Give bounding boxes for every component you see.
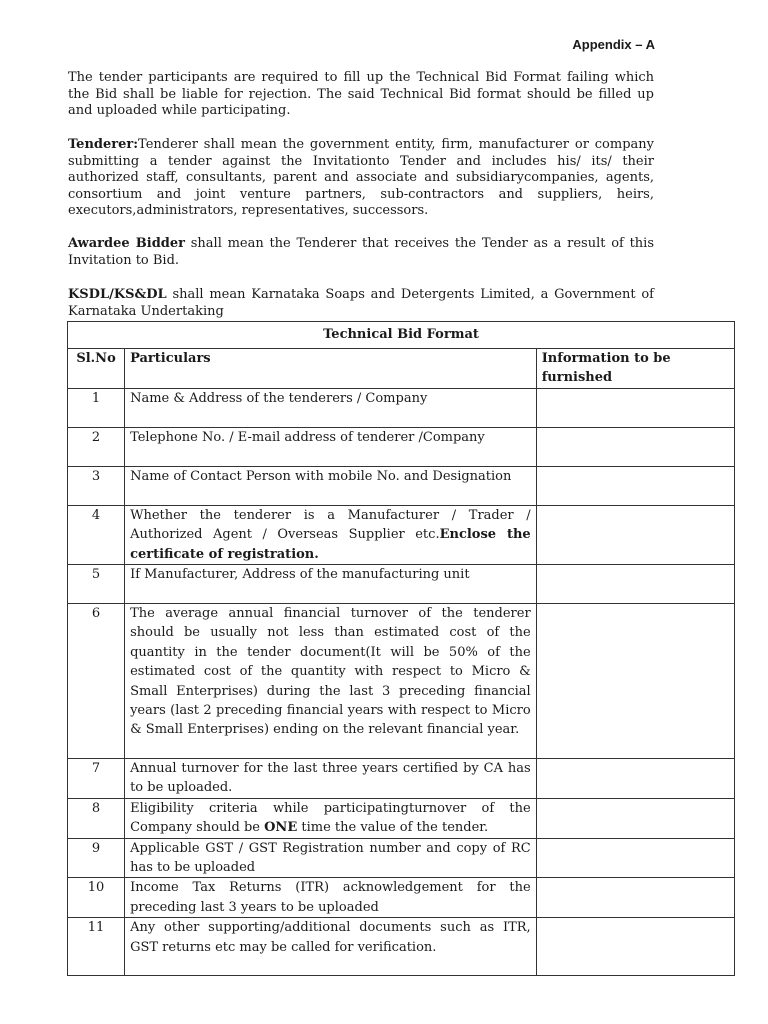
appendix-label: Appendix – A: [572, 37, 655, 52]
intro-paragraph: The tender participants are required to fill up the Technical Bid Format failing which the Bid shall be liable for rejection. The said Technical Bid format should be filled up and uploaded while participating.: [68, 70, 654, 119]
ksdl-text: shall mean Karnataka Soaps and Detergents Limited, a Government of Karnataka Undertaking: [68, 287, 654, 319]
row-particulars: [125, 427, 537, 466]
row-sl-no: 6: [68, 604, 125, 759]
table-row: [68, 388, 735, 427]
row-particulars: [125, 466, 537, 505]
row-particulars: [125, 505, 537, 564]
row-information-cell[interactable]: [536, 427, 734, 466]
row-particulars-text: Whether the tenderer is a Manufacturer / Trader / Authorized Agent / Overseas Supplier etc.: [130, 507, 531, 543]
row-information-cell[interactable]: [536, 565, 734, 604]
row-particulars-emphasis: Enclose the certificate of registration.: [130, 527, 531, 562]
row-sl-no: 1: [68, 388, 125, 427]
row-particulars-text: The average annual financial turnover of the tenderer should be usually not less than estimated cost of the quantity in the tender document(It will be 50% of the estimated cost of the quantity with respect to Micro & Small Enterprises) during the last 3 preceding financial years (last 2 preceding financial years with respect to Micro & Small Enterprises) ending on the relevant financial year.: [130, 606, 531, 738]
table-row: [68, 427, 735, 466]
tenderer-definition: [68, 137, 654, 220]
row-information-cell[interactable]: [536, 505, 734, 564]
header-particulars: Particulars: [125, 349, 537, 389]
table-row: [68, 466, 735, 505]
header-information: Information to be furnished: [536, 349, 734, 389]
row-particulars: [125, 565, 537, 604]
row-particulars-text: Any other supporting/additional documents such as ITR, GST returns etc may be called for verification.: [130, 920, 531, 955]
row-particulars: [125, 759, 537, 799]
row-information-cell[interactable]: [536, 878, 734, 918]
ksdl-definition: [68, 287, 654, 320]
table-row: [68, 604, 735, 759]
row-particulars-text: Annual turnover for the last three years certified by CA has to be uploaded.: [130, 761, 531, 796]
row-sl-no: 4: [68, 505, 125, 564]
row-information-cell[interactable]: [536, 604, 734, 759]
row-sl-no: 10: [68, 878, 125, 918]
table-body: [68, 388, 735, 975]
tenderer-term: Tenderer:: [68, 137, 139, 152]
row-information-cell[interactable]: [536, 918, 734, 976]
header-sl-no: Sl.No: [68, 349, 125, 389]
row-particulars-text: Applicable GST / GST Registration number and copy of RC has to be uploaded: [130, 840, 531, 876]
table-row: [68, 918, 735, 976]
row-particulars: [125, 604, 537, 759]
row-sl-no: 5: [68, 565, 125, 604]
row-sl-no: 9: [68, 838, 125, 878]
row-information-cell[interactable]: [536, 798, 734, 838]
row-particulars: [125, 838, 537, 878]
row-particulars-text: Name & Address of the tenderers / Company: [130, 390, 428, 406]
row-particulars: [125, 878, 537, 918]
row-particulars-text: Eligibility criteria while participatingturnover of the Company should be: [130, 800, 531, 836]
row-information-cell[interactable]: [536, 388, 734, 427]
row-particulars-emphasis: ONE: [264, 820, 298, 836]
awardee-term: Awardee Bidder: [68, 236, 186, 251]
table-title: Technical Bid Format: [68, 322, 735, 349]
row-particulars: [125, 918, 537, 976]
table-row: [68, 878, 735, 918]
row-particulars-text: Name of Contact Person with mobile No. and Designation: [130, 468, 512, 484]
ksdl-term: KSDL/KS&DL: [68, 287, 167, 302]
row-particulars-text: Income Tax Returns (ITR) acknowledgement for the preceding last 3 years to be uploaded: [130, 880, 531, 915]
row-information-cell[interactable]: [536, 759, 734, 799]
table-row: [68, 565, 735, 604]
row-particulars: [125, 388, 537, 427]
technical-bid-table: [67, 321, 735, 976]
row-sl-no: 3: [68, 466, 125, 505]
table-row: [68, 759, 735, 799]
row-particulars-text: If Manufacturer, Address of the manufacturing unit: [130, 567, 470, 583]
row-information-cell[interactable]: [536, 838, 734, 878]
table-row: [68, 838, 735, 878]
awardee-definition: [68, 236, 654, 269]
row-sl-no: 7: [68, 759, 125, 799]
row-sl-no: 8: [68, 798, 125, 838]
row-particulars-text-after: time the value of the tender.: [297, 820, 489, 836]
row-particulars-text: Telephone No. / E-mail address of tenderer /Company: [130, 429, 485, 445]
table-row: [68, 798, 735, 838]
row-information-cell[interactable]: [536, 466, 734, 505]
row-particulars: [125, 798, 537, 838]
row-sl-no: 2: [68, 427, 125, 466]
tenderer-text: Tenderer shall mean the government entity, firm, manufacturer or company submitting a tender against the Invitationto Tender and includes his/ its/ their authorized staff, consultants, parent and associate and subsidiarycompanies, agents, consortium and joint venture partners, sub-contractors and suppliers, heirs, executors,administrators, representatives, successors.: [68, 137, 654, 219]
awardee-text: shall mean the Tenderer that receives the Tender as a result of this Invitation to Bid.: [68, 236, 654, 268]
row-sl-no: 11: [68, 918, 125, 976]
table-row: [68, 505, 735, 564]
